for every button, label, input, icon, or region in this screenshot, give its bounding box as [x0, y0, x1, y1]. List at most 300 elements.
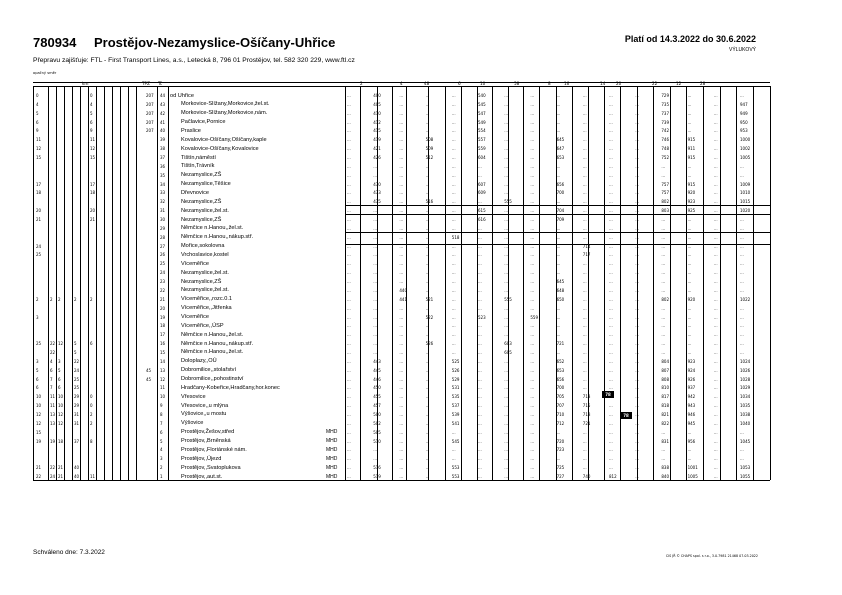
- time-cell: ...: [661, 287, 666, 293]
- time-cell: ...: [425, 429, 430, 435]
- grid-vline: [508, 86, 509, 480]
- time-cell: ...: [661, 279, 666, 285]
- time-cell: ...: [635, 411, 640, 417]
- km-cell: 10: [36, 403, 42, 409]
- mhd-label: MHD: [326, 438, 338, 445]
- time-cell: ...: [504, 243, 509, 249]
- time-cell: ...: [347, 137, 351, 143]
- km-cell: 7: [50, 385, 53, 391]
- time-cell: ...: [687, 252, 692, 258]
- time-cell: ...: [582, 146, 587, 152]
- time-cell: ...: [478, 305, 482, 311]
- station-name: Kovalovice-Ošíčany,Kovalovice: [181, 145, 259, 152]
- time-cell: ...: [635, 367, 640, 373]
- km-cell: 24: [74, 367, 80, 373]
- time-cell: ...: [661, 341, 666, 347]
- time-cell: ...: [635, 394, 640, 400]
- km-cell: 5: [74, 341, 77, 347]
- tc-cell: 7: [160, 420, 163, 426]
- time-cell: ...: [478, 447, 482, 453]
- time-cell: 512: [425, 155, 434, 161]
- time-cell: ...: [687, 429, 692, 435]
- tc-cell: 39: [160, 137, 166, 143]
- time-cell: ...: [530, 323, 535, 329]
- time-cell: 647: [556, 146, 565, 152]
- time-cell: ...: [661, 234, 666, 240]
- tc-cell: 36: [160, 163, 166, 169]
- km-cell: 17: [90, 181, 96, 187]
- time-cell: 911: [687, 146, 696, 152]
- time-cell: ...: [609, 296, 613, 302]
- time-cell: ...: [609, 341, 613, 347]
- time-cell: ...: [451, 119, 456, 125]
- carrier-info: Přepravu zajišťuje: FTL - First Transport Lines, a.s., Letecká 8, 796 01 Prostějov, tel. 582 320 229, www.ftl.cz: [33, 57, 355, 64]
- km-cell: 12: [58, 420, 64, 426]
- time-cell: ...: [687, 261, 692, 267]
- time-cell: 752: [661, 155, 670, 161]
- time-cell: ...: [425, 438, 430, 444]
- station-name: Dobromilice,,pohostinství: [181, 376, 244, 383]
- time-cell: ...: [713, 411, 718, 417]
- time-cell: 549: [478, 119, 486, 125]
- route-title: Prostějov-Nezamyslice-Ošíčany-Uhřice: [94, 35, 336, 50]
- km-cell: 5: [36, 367, 39, 373]
- station-name: Mořice,sokolovna: [181, 243, 225, 250]
- grid-vline: [753, 86, 754, 480]
- time-cell: 648: [556, 287, 565, 293]
- time-cell: ...: [713, 314, 718, 320]
- grid-vline: [48, 86, 49, 480]
- time-cell: ...: [713, 358, 718, 364]
- time-cell: ...: [713, 172, 718, 178]
- time-cell: 435: [373, 199, 381, 205]
- time-cell: ...: [687, 456, 692, 462]
- time-cell: ...: [451, 349, 456, 355]
- time-cell: 1024: [740, 358, 751, 364]
- time-cell: ...: [530, 403, 535, 409]
- trip-number: 28: [700, 81, 706, 86]
- time-cell: ...: [661, 314, 666, 320]
- km-cell: 5: [58, 367, 61, 373]
- time-cell: ...: [347, 287, 351, 293]
- time-cell: ...: [504, 287, 509, 293]
- time-cell: ...: [373, 305, 378, 311]
- segment-divider: [345, 232, 770, 233]
- time-cell: ...: [451, 332, 456, 338]
- time-cell: ...: [687, 234, 692, 240]
- tc-cell: 6: [160, 429, 163, 435]
- km-cell: 12: [36, 411, 42, 417]
- time-cell: 817: [661, 394, 670, 400]
- tc-cell: 9: [160, 403, 163, 409]
- time-cell: 715: [582, 403, 591, 409]
- grid-vline: [72, 86, 73, 480]
- time-cell: ...: [504, 456, 509, 462]
- time-cell: ...: [635, 234, 640, 240]
- tc-cell: 16: [160, 341, 166, 347]
- time-cell: ...: [347, 261, 351, 267]
- grid-vline: [128, 86, 129, 480]
- time-cell: 1009: [740, 181, 751, 187]
- tc-cell: 3: [160, 456, 163, 462]
- time-cell: ...: [687, 447, 692, 453]
- km-cell: 12: [36, 420, 42, 426]
- time-cell: ...: [399, 199, 404, 205]
- trip-number: 48: [424, 81, 430, 86]
- time-cell: ...: [740, 163, 744, 169]
- tc-cell: 25: [160, 261, 166, 267]
- time-cell: ...: [687, 225, 692, 231]
- time-cell: ...: [713, 429, 718, 435]
- time-cell: 443: [373, 358, 381, 364]
- time-cell: ...: [609, 332, 613, 338]
- time-cell: ...: [713, 456, 718, 462]
- time-cell: ...: [478, 438, 482, 444]
- tc-cell: 14: [160, 358, 166, 364]
- time-cell: ...: [687, 128, 692, 134]
- segment-divider: [345, 205, 770, 206]
- tc-cell: 22: [160, 287, 166, 293]
- km-cell: 3: [36, 314, 39, 320]
- time-cell: ...: [399, 394, 404, 400]
- copyright-footer: CIS JŘ © CHAPS spol. s r.o., 3.0.7981 21468 07.03.2022: [665, 554, 758, 558]
- time-cell: ...: [425, 128, 430, 134]
- km-cell: 2: [50, 296, 53, 302]
- time-cell: ...: [478, 287, 482, 293]
- time-cell: 746: [661, 137, 670, 143]
- km-cell: 11: [50, 403, 56, 409]
- km-cell: 12: [36, 146, 42, 152]
- time-cell: ...: [451, 155, 456, 161]
- time-cell: ...: [556, 243, 561, 249]
- grid-vline: [620, 86, 621, 480]
- time-cell: ...: [556, 305, 561, 311]
- time-cell: ...: [399, 447, 404, 453]
- time-cell: ...: [451, 261, 456, 267]
- time-cell: ...: [504, 119, 509, 125]
- tpz-cell: 207: [146, 101, 154, 107]
- segment-divider: [345, 214, 770, 215]
- time-cell: ...: [347, 181, 351, 187]
- time-cell: ...: [478, 163, 482, 169]
- time-cell: ...: [451, 305, 456, 311]
- time-cell: ...: [582, 110, 587, 116]
- time-cell: 1055: [740, 474, 751, 479]
- time-cell: ...: [635, 93, 640, 98]
- time-cell: 433: [373, 190, 381, 196]
- time-cell: 500: [373, 411, 381, 417]
- time-cell: ...: [609, 323, 613, 329]
- time-cell: 445: [373, 367, 381, 373]
- time-cell: ...: [478, 385, 482, 391]
- time-cell: ...: [451, 314, 456, 320]
- tc-cell: 26: [160, 252, 166, 258]
- time-cell: ...: [399, 270, 404, 276]
- time-cell: 838: [661, 465, 670, 471]
- time-cell: ...: [530, 358, 535, 364]
- time-cell: ...: [530, 234, 535, 240]
- time-cell: ...: [451, 279, 456, 285]
- time-cell: 720: [556, 438, 565, 444]
- time-cell: ...: [530, 190, 535, 196]
- time-cell: ...: [661, 429, 666, 435]
- time-cell: ...: [347, 146, 351, 152]
- time-cell: ...: [425, 93, 430, 98]
- km-cell: 19: [50, 438, 56, 444]
- time-cell: ...: [609, 279, 613, 285]
- time-cell: ...: [373, 456, 378, 462]
- time-cell: ...: [530, 420, 535, 426]
- time-cell: ...: [661, 243, 666, 249]
- time-cell: ...: [661, 172, 666, 178]
- time-cell: ...: [635, 358, 640, 364]
- time-cell: ...: [713, 385, 718, 391]
- time-cell: ...: [373, 341, 378, 347]
- time-cell: ...: [556, 93, 561, 98]
- time-cell: 718: [582, 411, 591, 417]
- time-cell: 529: [451, 376, 460, 382]
- time-cell: 710: [556, 411, 565, 417]
- time-cell: ...: [687, 217, 692, 223]
- time-cell: 545: [478, 101, 486, 107]
- time-cell: ...: [609, 101, 613, 107]
- time-cell: ...: [504, 314, 509, 320]
- time-cell: 926: [687, 376, 696, 382]
- time-cell: 956: [687, 438, 696, 444]
- time-cell: ...: [347, 456, 351, 462]
- time-cell: ...: [609, 128, 613, 134]
- time-cell: ...: [451, 243, 456, 249]
- time-cell: 739: [661, 119, 670, 125]
- km-cell: 24: [50, 474, 56, 479]
- time-cell: ...: [399, 341, 404, 347]
- time-cell: ...: [425, 305, 430, 311]
- time-cell: ...: [373, 252, 378, 258]
- time-cell: ...: [713, 367, 718, 373]
- time-cell: ...: [713, 128, 718, 134]
- time-cell: ...: [713, 376, 718, 382]
- time-cell: 650: [556, 296, 565, 302]
- km-cell: 9: [36, 128, 39, 134]
- grid-vline: [604, 86, 605, 480]
- time-cell: ...: [582, 137, 587, 143]
- time-cell: ...: [609, 465, 613, 471]
- time-cell: ...: [399, 305, 404, 311]
- time-cell: ...: [425, 225, 430, 231]
- time-cell: ...: [425, 101, 430, 107]
- grid-vline: [33, 86, 34, 480]
- km-cell: 9: [90, 128, 93, 134]
- time-cell: 1040: [740, 420, 751, 426]
- grid-vline: [64, 86, 65, 480]
- station-name: Prostějov,Žešov,střed: [181, 429, 235, 436]
- time-cell: ...: [713, 403, 718, 409]
- time-cell: 446: [373, 376, 381, 382]
- time-cell: ...: [504, 252, 509, 258]
- time-cell: ...: [609, 225, 613, 231]
- time-cell: 545: [451, 438, 460, 444]
- time-cell: ...: [713, 305, 718, 311]
- time-cell: ...: [713, 252, 718, 258]
- time-cell: 557: [478, 137, 486, 143]
- time-cell: ...: [478, 172, 482, 178]
- km-cell: 15: [36, 429, 42, 435]
- time-cell: ...: [740, 172, 744, 178]
- time-cell: ...: [661, 270, 666, 276]
- trip-number: 8: [548, 81, 551, 86]
- time-cell: ...: [347, 358, 351, 364]
- grid-vline: [345, 86, 346, 480]
- grid-vline: [736, 86, 737, 480]
- time-cell: ...: [504, 137, 509, 143]
- time-cell: ...: [451, 225, 456, 231]
- km-cell: 40: [74, 465, 80, 471]
- time-cell: 822: [661, 420, 670, 426]
- time-cell: 615: [478, 208, 486, 214]
- time-cell: ...: [713, 101, 718, 107]
- time-cell: ...: [582, 172, 587, 178]
- time-cell: ...: [347, 93, 351, 98]
- km-cell: 6: [36, 376, 39, 382]
- time-cell: ...: [609, 429, 613, 435]
- km-cell: 21: [36, 465, 42, 471]
- km-cell: 2: [90, 411, 93, 417]
- time-cell: ...: [609, 261, 613, 267]
- time-cell: ...: [582, 305, 587, 311]
- time-cell: 609: [478, 190, 486, 196]
- time-cell: 421: [373, 146, 381, 152]
- km-cell: 5: [36, 110, 39, 116]
- time-cell: ...: [582, 296, 587, 302]
- time-cell: ...: [530, 128, 535, 134]
- time-cell: ...: [399, 137, 404, 143]
- time-cell: ...: [373, 243, 378, 249]
- time-cell: 949: [740, 110, 748, 116]
- time-cell: ...: [635, 208, 640, 214]
- time-cell: ...: [635, 181, 640, 187]
- time-cell: 509: [425, 146, 434, 152]
- table-bottom-rule: [33, 480, 770, 481]
- trip-number: 58: [514, 81, 520, 86]
- time-cell: ...: [609, 305, 613, 311]
- time-cell: ...: [609, 287, 613, 293]
- time-cell: ...: [399, 261, 404, 267]
- time-cell: ...: [478, 270, 482, 276]
- time-cell: ...: [373, 270, 378, 276]
- time-cell: ...: [582, 279, 587, 285]
- time-cell: ...: [451, 429, 456, 435]
- time-cell: ...: [530, 341, 535, 347]
- station-name: Prostějov,,Újezd: [181, 455, 222, 462]
- time-cell: ...: [425, 447, 430, 453]
- tc-cell: 44: [160, 93, 166, 98]
- time-cell: 705: [556, 394, 565, 400]
- tc-cell: 17: [160, 332, 166, 338]
- time-cell: ...: [451, 181, 456, 187]
- km-cell: 11: [90, 474, 96, 479]
- time-cell: ...: [713, 279, 718, 285]
- station-name: Němčice n.Hanou,,žel.st.: [181, 349, 244, 356]
- time-cell: 457: [373, 403, 381, 409]
- time-cell: ...: [399, 332, 404, 338]
- time-cell: ...: [347, 429, 351, 435]
- km-cell: 3: [58, 358, 61, 364]
- time-cell: 808: [661, 376, 670, 382]
- station-name: Nezamyslice,ZŠ: [181, 198, 222, 205]
- time-cell: ...: [530, 332, 535, 338]
- time-cell: 426: [373, 155, 381, 161]
- time-cell: ...: [478, 234, 482, 240]
- km-cell: 40: [74, 474, 80, 479]
- time-cell: 526: [451, 367, 460, 373]
- time-cell: ...: [425, 181, 430, 187]
- tc-cell: 13: [160, 367, 166, 373]
- time-cell: ...: [582, 234, 587, 240]
- time-cell: 1029: [740, 385, 751, 391]
- time-cell: 559: [530, 314, 539, 320]
- grid-vline: [120, 86, 121, 480]
- station-name: Němčice n.Hanou,,nákup.stř.: [181, 234, 254, 241]
- time-cell: ...: [347, 119, 351, 125]
- tc-cell: 42: [160, 110, 166, 116]
- time-cell: 821: [661, 411, 670, 417]
- time-cell: ...: [373, 261, 378, 267]
- time-cell: ...: [373, 332, 378, 338]
- time-cell: ...: [713, 163, 718, 169]
- km-cell: 2: [74, 296, 77, 302]
- km-cell: 22: [36, 474, 42, 479]
- time-cell: ...: [740, 456, 744, 462]
- time-cell: ...: [373, 323, 378, 329]
- km-cell: 19: [36, 438, 42, 444]
- time-cell: ...: [609, 199, 613, 205]
- time-cell: ...: [713, 438, 718, 444]
- time-cell: ...: [478, 411, 482, 417]
- time-cell: ...: [504, 429, 509, 435]
- grid-vline: [80, 86, 81, 480]
- time-cell: ...: [713, 155, 718, 161]
- station-name: Dřevnovice: [181, 189, 209, 196]
- time-cell: ...: [713, 119, 718, 125]
- trip-number: 12: [676, 81, 682, 86]
- time-cell: 1026: [740, 367, 751, 373]
- time-cell: ...: [582, 367, 587, 373]
- time-cell: ...: [530, 411, 535, 417]
- time-cell: ...: [347, 225, 351, 231]
- km-cell: 15: [90, 155, 96, 161]
- trip-number: 10: [480, 81, 486, 86]
- tc-cell: 32: [160, 199, 166, 205]
- time-cell: ...: [556, 261, 561, 267]
- km-cell: 18: [58, 438, 64, 444]
- time-cell: ...: [478, 323, 482, 329]
- time-cell: ...: [609, 146, 613, 152]
- time-cell: ...: [399, 358, 404, 364]
- time-cell: 925: [687, 208, 696, 214]
- time-cell: ...: [347, 234, 351, 240]
- time-cell: ...: [530, 101, 535, 107]
- time-cell: 541: [451, 420, 460, 426]
- time-cell: 810: [661, 385, 670, 391]
- time-cell: ...: [609, 243, 613, 249]
- time-cell: ...: [425, 411, 430, 417]
- time-cell: ...: [399, 119, 404, 125]
- time-cell: ...: [713, 199, 718, 205]
- time-cell: ...: [425, 420, 430, 426]
- time-cell: ...: [687, 332, 692, 338]
- trip-number: 2: [360, 81, 363, 86]
- km-cell: 7: [50, 376, 53, 382]
